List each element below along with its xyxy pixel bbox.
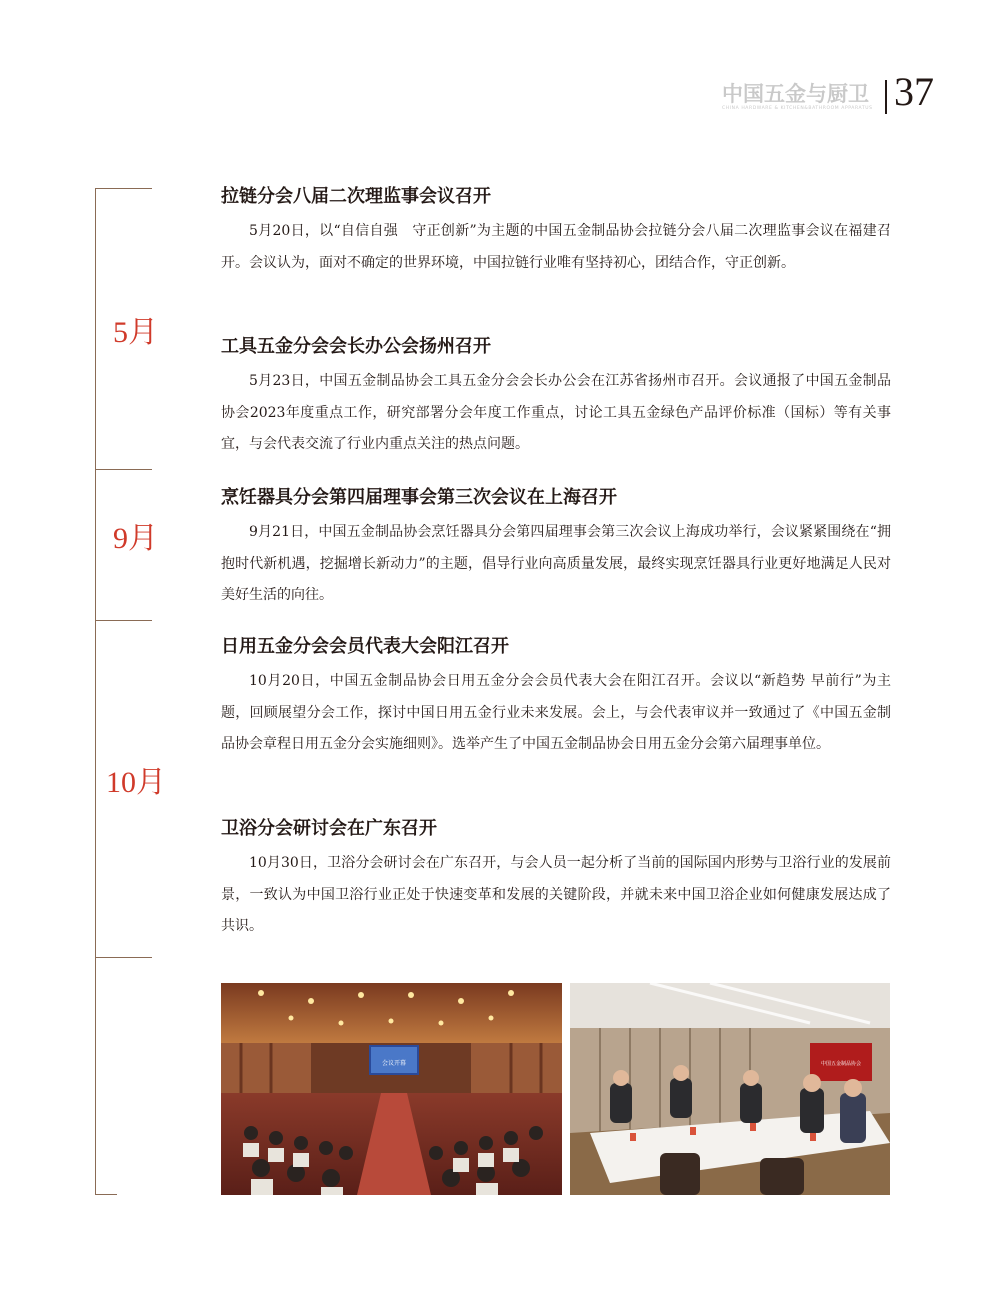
article-sanitary-branch <box>221 816 891 943</box>
article-cookware-branch <box>221 485 891 612</box>
timeline-tick <box>95 469 152 470</box>
month-label-september: 9月 <box>113 522 158 555</box>
article-title: 卫浴分会研讨会在广东召开 <box>221 818 437 839</box>
article-tools-branch <box>221 334 891 461</box>
header-divider <box>885 80 887 114</box>
article-title: 工具五金分会会长办公会扬州召开 <box>221 336 491 357</box>
timeline-tick <box>95 620 152 621</box>
article-daily-hardware-branch <box>221 634 891 761</box>
logo-english: CHINA HARDWARE & KITCHEN&BATHROOM APPARATUS <box>722 106 873 111</box>
timeline-tick <box>95 188 152 189</box>
article-body: 10月30日，卫浴分会研讨会在广东召开，与会人员一起分析了当前的国际国内形势与卫浴行业的发展前景，一致认为中国卫浴行业正处于快速变革和发展的关键阶段，并就未来中国卫浴企业如何健康发展达成了共识。 <box>221 855 891 934</box>
screen-text: 中国五金制品协会 <box>820 1061 862 1067</box>
article-title: 拉链分会八届二次理监事会议召开 <box>221 186 491 207</box>
article-body: 5月20日，以“自信自强 守正创新”为主题的中国五金制品协会拉链分会八届二次理监事会议在福建召开。会议认为，面对不确定的世界环境，中国拉链行业唯有坚持初心，团结合作，守正创新。 <box>221 223 891 271</box>
logo-chinese: 中国五金与厨卫 <box>722 82 869 106</box>
article-zipper-branch <box>221 184 891 279</box>
conference-hall-photo <box>221 983 562 1195</box>
timeline-line <box>95 188 96 1195</box>
timeline-tick <box>95 1194 117 1195</box>
article-body: 5月23日，中国五金制品协会工具五金分会会长办公会在江苏省扬州市召开。会议通报了中国五金制品协会2023年度重点工作，研究部署分会年度工作重点，讨论工具五金绿色产品评价标准（国标）等有关事宜，与会代表交流了行业内重点关注的热点问题。 <box>221 373 891 452</box>
timeline-tick <box>95 957 152 958</box>
masthead-logo <box>722 78 872 118</box>
page-number: 37 <box>894 69 934 114</box>
article-body: 10月20日，中国五金制品协会日用五金分会会员代表大会在阳江召开。会议以“新趋势 早前行”为主题，回顾展望分会工作，探讨中国日用五金行业未来发展。会上，与会代表审议并一致通过了《中国五金制品协会章程日用五金分会实施细则》。选举产生了中国五金制品协会日用五金分会第六届理事单位。 <box>221 673 891 752</box>
month-label-may: 5月 <box>113 316 158 349</box>
meeting-room-photo <box>570 983 890 1195</box>
article-title: 烹饪器具分会第四届理事会第三次会议在上海召开 <box>221 487 617 508</box>
article-title: 日用五金分会会员代表大会阳江召开 <box>221 636 509 657</box>
article-body: 9月21日，中国五金制品协会烹饪器具分会第四届理事会第三次会议上海成功举行，会议紧紧围绕在“拥抱时代新机遇，挖掘增长新动力”的主题，倡导行业向高质量发展，最终实现烹饪器具行业更好地满足人民对美好生活的向往。 <box>221 524 891 603</box>
screen-text: 会议开幕 <box>381 1060 407 1067</box>
month-label-october: 10月 <box>106 766 166 799</box>
